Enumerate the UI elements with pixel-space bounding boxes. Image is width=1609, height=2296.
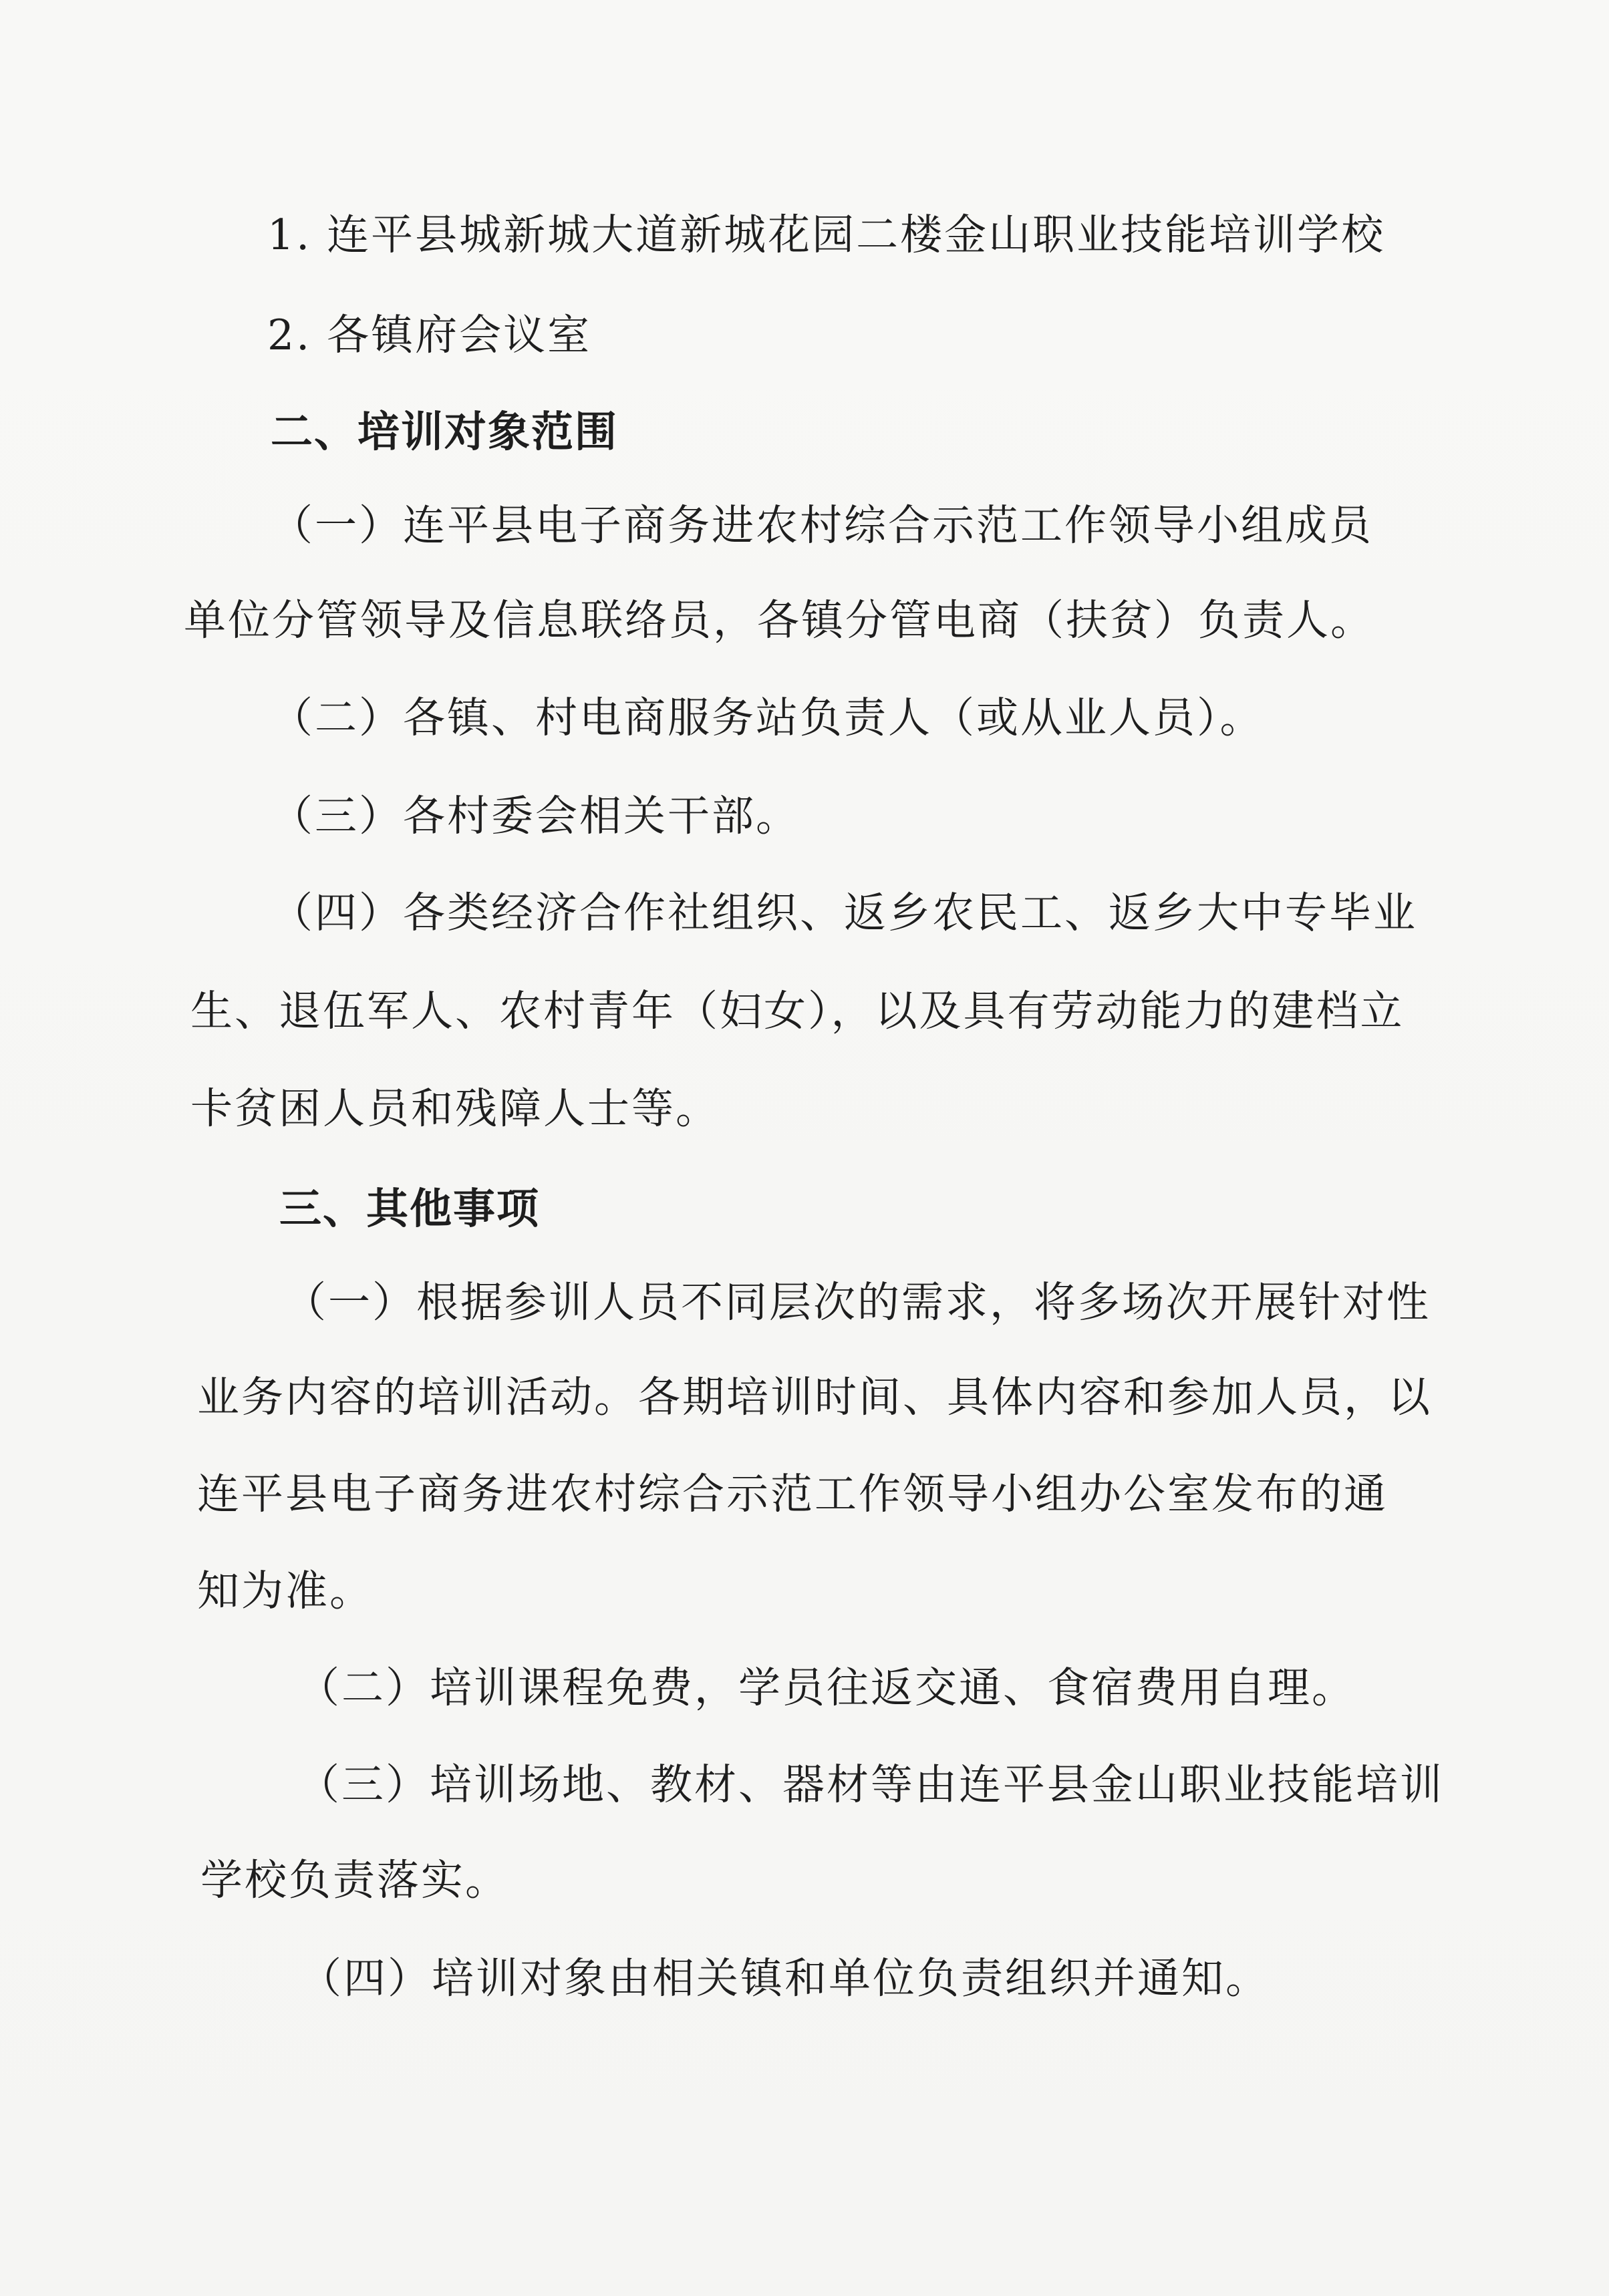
section-2-item-3: （三）各村委会相关干部。 xyxy=(271,792,800,840)
section-3-heading: 三、其他事项 xyxy=(279,1184,540,1233)
section-3-item-2: （二）培训课程免费，学员往返交通、食宿费用自理。 xyxy=(297,1663,1356,1712)
section-3-item-1-line-3: 连平县电子商务进农村综合示范工作领导小组办公室发布的通 xyxy=(197,1470,1388,1518)
section-3-item-3-line-2: 学校负责落实。 xyxy=(200,1856,509,1905)
section-3-item-3-line-1: （三）培训场地、教材、器材等由连平县金山职业技能培训 xyxy=(297,1760,1444,1809)
section-3-item-1-line-1: （一）根据参训人员不同层次的需求，将多场次开展针对性 xyxy=(284,1278,1431,1327)
section-2-item-1-line-2: 单位分管领导及信息联络员，各镇分管电商（扶贫）负责人。 xyxy=(184,596,1374,645)
section-2-item-1-line-1: （一）连平县电子商务进农村综合示范工作领导小组成员 xyxy=(271,501,1373,550)
section-2-item-2: （二）各镇、村电商服务站负责人（或从业人员）。 xyxy=(271,693,1264,742)
section-3-item-1-line-2: 业务内容的培训活动。各期培训时间、具体内容和参加人员，以 xyxy=(197,1373,1432,1422)
location-item-1: 1. 连平县城新城大道新城花园二楼金山职业技能培训学校 xyxy=(267,210,1386,259)
section-3-item-4: （四）培训对象由相关镇和单位负责组织并通知。 xyxy=(299,1954,1270,2003)
section-2-item-4-line-2: 生、退伍军人、农村青年（妇女），以及具有劳动能力的建档立 xyxy=(190,987,1405,1035)
location-item-2: 2. 各镇府会议室 xyxy=(267,311,592,359)
section-2-item-4-line-1: （四）各类经济合作社组织、返乡农民工、返乡大中专毕业 xyxy=(271,888,1417,937)
section-3-item-1-line-4: 知为准。 xyxy=(197,1567,374,1615)
section-2-item-4-line-3: 卡贫困人员和残障人士等。 xyxy=(190,1084,720,1133)
section-2-heading: 二、培训对象范围 xyxy=(271,407,618,456)
